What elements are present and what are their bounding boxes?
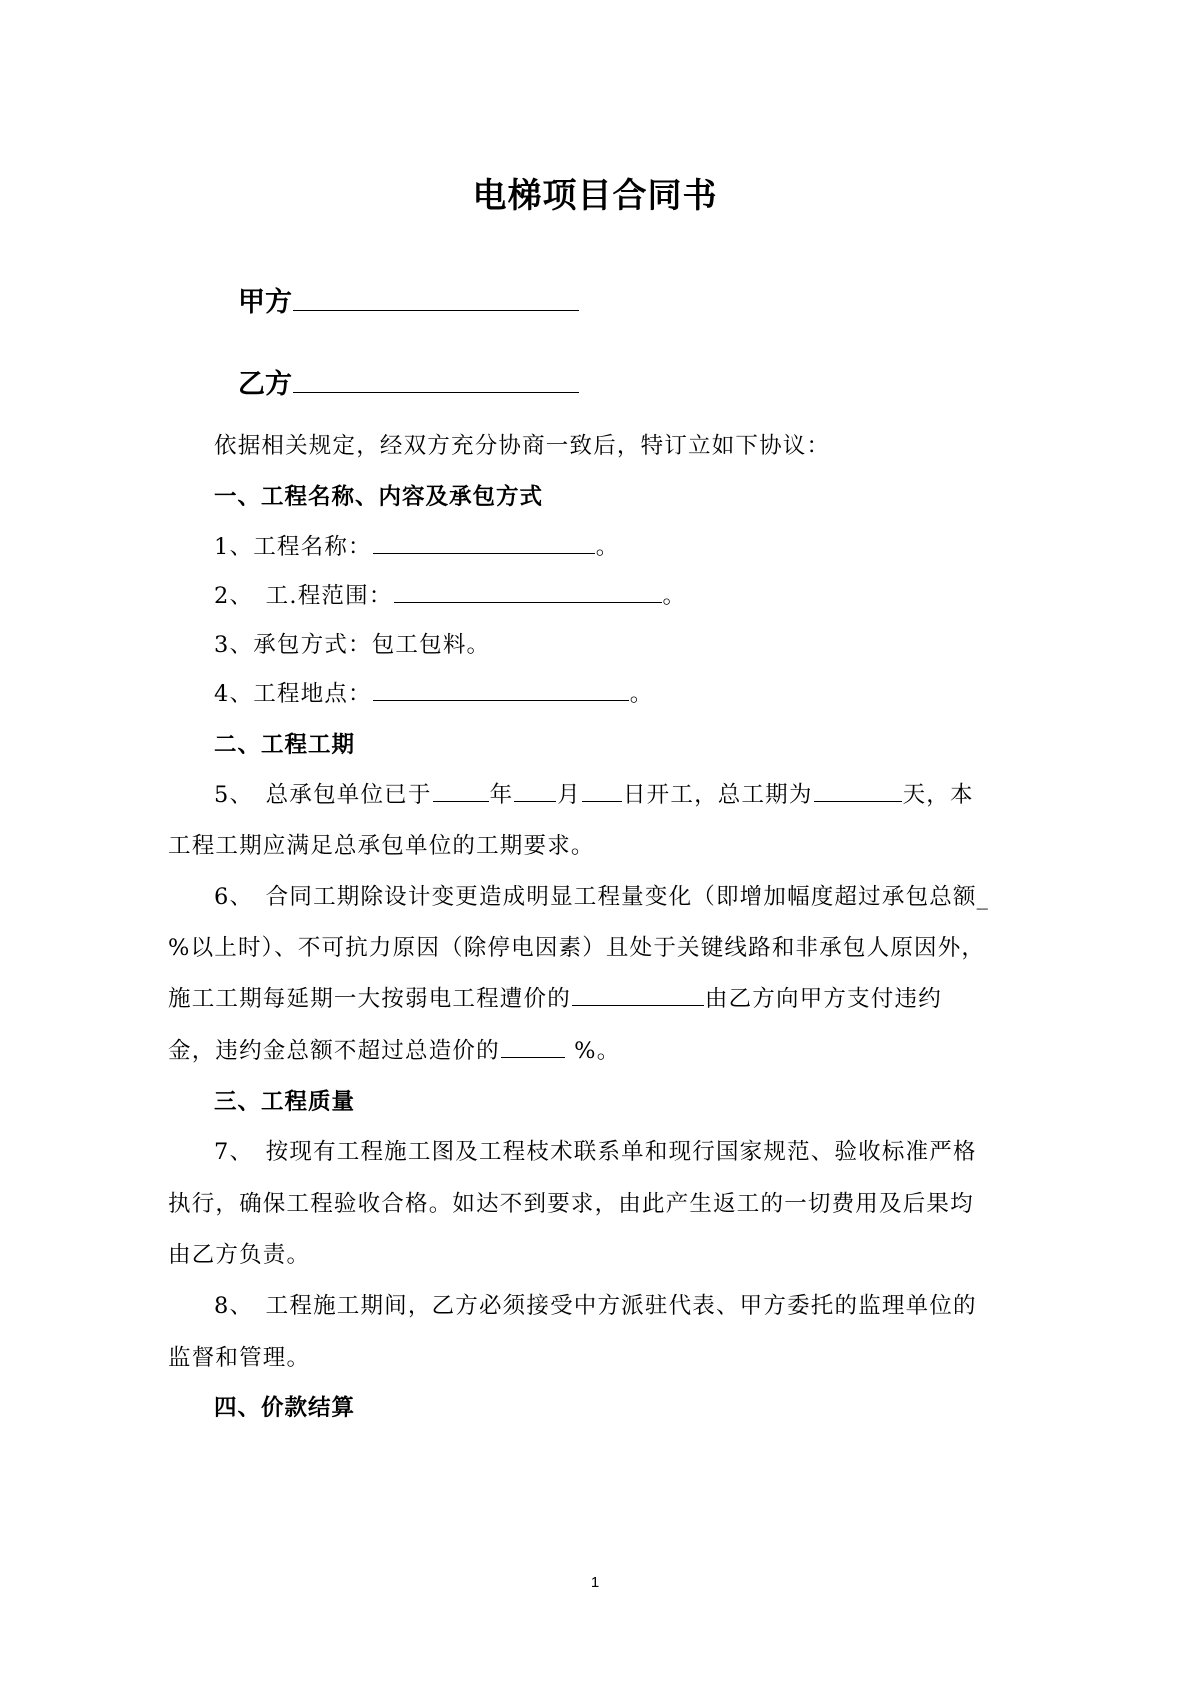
start-day-blank[interactable] <box>582 800 622 802</box>
item2-period: 。 <box>662 583 687 609</box>
month-label: 月 <box>557 782 581 808</box>
party-a-line <box>238 280 580 319</box>
item4-line <box>214 676 653 708</box>
days-label: 天，本 <box>902 782 974 808</box>
item6-line3-end: 由乙方向甲方支付违约 <box>704 986 942 1012</box>
party-a-blank[interactable] <box>293 309 579 311</box>
intro-paragraph: 依据相关规定，经双方充分协商一致后，特订立如下协议： <box>214 433 831 459</box>
item6-line4-end: %。 <box>565 1038 621 1064</box>
item5-line1 <box>214 777 974 809</box>
penalty-cap-blank[interactable] <box>501 1056 565 1058</box>
item8-line2: 监督和管理。 <box>168 1345 311 1371</box>
total-days-blank[interactable] <box>814 800 902 802</box>
item3-line: 3、承包方式：包工包料。 <box>214 632 491 658</box>
item2-label: 2、 工.程范围： <box>214 583 393 609</box>
penalty-rate-blank[interactable] <box>572 1004 704 1006</box>
start-month-blank[interactable] <box>514 800 556 802</box>
year-label: 年 <box>489 782 514 808</box>
project-location-blank[interactable] <box>373 699 629 701</box>
party-a-label: 甲方 <box>238 287 292 318</box>
item6-line1: 6、 合同工期除设计变更造成明显工程量变化（即增加幅度超过承包总额_ <box>214 884 990 910</box>
item1-period: 。 <box>595 534 620 560</box>
item6-line2: %以上时）、不可抗力原因（除停电因素）且处于关键线路和非承包人原因外， <box>168 935 986 961</box>
item2-line <box>214 578 686 610</box>
start-year-blank[interactable] <box>433 800 489 802</box>
document-title: 电梯项目合同书 <box>472 176 718 216</box>
day-start-text: 日开工，总工期为 <box>622 782 813 808</box>
party-b-blank[interactable] <box>293 391 579 393</box>
item1-line <box>214 529 619 561</box>
section3-heading: 三、工程质量 <box>214 1089 356 1115</box>
section4-heading: 四、价款结算 <box>214 1395 356 1421</box>
party-b-line <box>238 362 580 401</box>
section2-heading: 二、工程工期 <box>214 732 356 758</box>
party-b-label: 乙方 <box>238 369 292 400</box>
project-name-blank[interactable] <box>373 552 595 554</box>
section1-heading: 一、工程名称、内容及承包方式 <box>214 484 544 510</box>
item6-line3 <box>168 981 942 1013</box>
item6-line4 <box>168 1033 620 1065</box>
item6-line3-start: 施工工期每延期一大按弱电工程遭价的 <box>168 986 571 1012</box>
item4-label: 4、工程地点： <box>214 681 372 707</box>
item7-line3: 由乙方负责。 <box>168 1242 311 1268</box>
item6-line4-start: 金，违约金总额不超过总造价的 <box>168 1038 500 1064</box>
item7-line1: 7、 按现有工程施工图及工程枝术联系单和现行国家规范、验收标准严格 <box>214 1139 977 1165</box>
item4-period: 。 <box>629 681 654 707</box>
item5-line2: 工程工期应满足总承包单位的工期要求。 <box>168 833 595 859</box>
item1-label: 1、工程名称： <box>214 534 372 560</box>
project-scope-blank[interactable] <box>394 601 662 603</box>
item8-line1: 8、 工程施工期间，乙方必须接受中方派驻代表、甲方委托的监理单位的 <box>214 1293 977 1319</box>
page-number: 1 <box>590 1574 600 1591</box>
item7-line2: 执行，确保工程验收合格。如达不到要求，由此产生返工的一切费用及后果均 <box>168 1191 974 1217</box>
item5-start-text: 5、 总承包单位已于 <box>214 782 432 808</box>
